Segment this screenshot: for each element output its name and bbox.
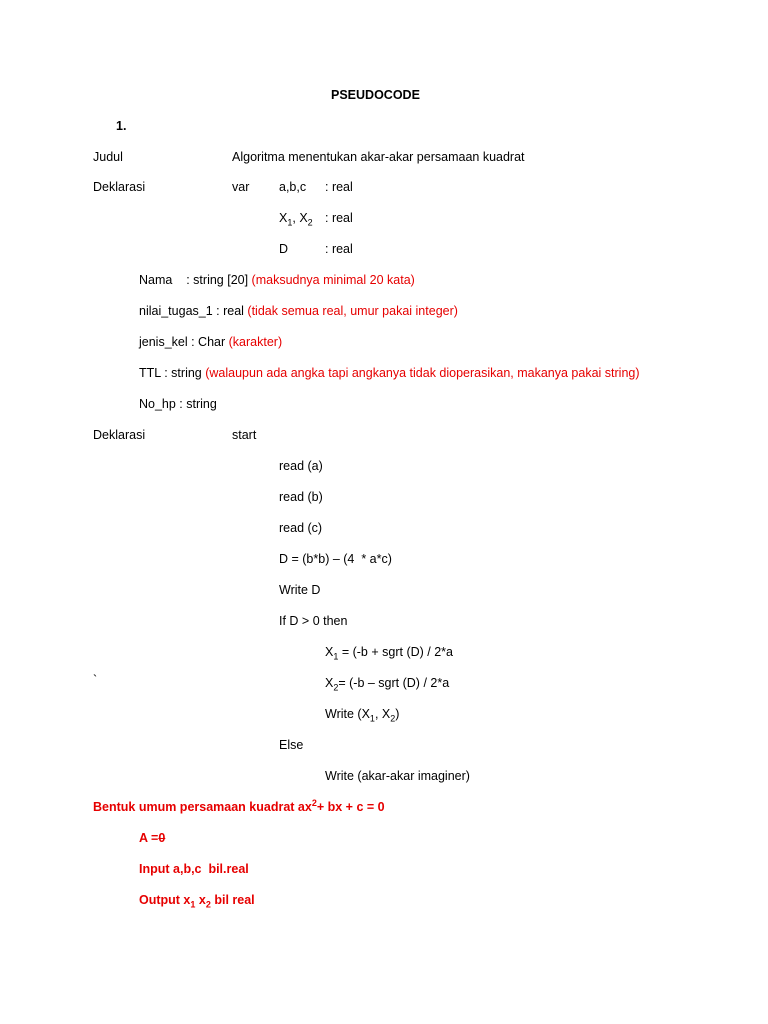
var-name: D: [279, 242, 289, 256]
write-roots: Write ($X_1$, $X_2$): [325, 707, 400, 724]
field-line: Nama : string [20] (maksudnya minimal 20 kata): [139, 273, 415, 287]
deklarasi-label: Deklarasi: [93, 180, 146, 194]
page-title: PSEUDOCODE: [331, 88, 420, 102]
output-note: Output $x_1$ $x_2$ bil real: [139, 893, 255, 910]
deklarasi-label: Deklarasi: [93, 428, 146, 442]
field-line: TTL : string (walaupun ada angka tapi angkanya tidak dioperasikan, makanya pakai string): [139, 366, 640, 380]
else-keyword: Else: [279, 738, 304, 752]
var-type: : real: [325, 211, 353, 225]
step-line: Write D: [279, 583, 321, 597]
judul-value: Algoritma menentukan akar-akar persamaan kuadrat: [232, 150, 525, 164]
x1-formula: $X_1 = (-b$ + sgrt (D) / 2*a: [325, 645, 453, 662]
input-note: Input a,b,c bil.real: [139, 862, 249, 876]
var-name: $X_1$, $X_2$: [279, 211, 313, 228]
step-line: read (c): [279, 521, 323, 535]
judul-label: Judul: [93, 150, 123, 164]
a-condition-note: A =0: [139, 831, 166, 845]
write-imaginary: Write (akar-akar imaginer): [325, 769, 470, 783]
stray-mark: `: [93, 673, 98, 687]
start-keyword: start: [232, 428, 257, 442]
step-line: If D > 0 then: [279, 614, 348, 628]
x2-formula: $X_2= (-b$ – sgrt (D) / 2*a: [325, 676, 450, 693]
var-type: : real: [325, 180, 353, 194]
field-line: nilai_tugas_1 : real (tidak semua real, umur pakai integer): [139, 304, 458, 318]
item-number: 1.: [116, 119, 127, 133]
var-type: : real: [325, 242, 353, 256]
step-line: read (a): [279, 459, 323, 473]
step-line: read (b): [279, 490, 323, 504]
field-line: No_hp : string: [139, 397, 217, 411]
bentuk-umum-note: Bentuk umum persamaan kuadrat $ax^2+$ bx + c = 0: [93, 797, 385, 814]
var-name: a,b,c: [279, 180, 307, 194]
var-keyword: var: [232, 180, 250, 194]
field-line: jenis_kel : Char (karakter): [139, 335, 283, 349]
step-line: D = (b*b) – (4 * a*c): [279, 552, 392, 566]
